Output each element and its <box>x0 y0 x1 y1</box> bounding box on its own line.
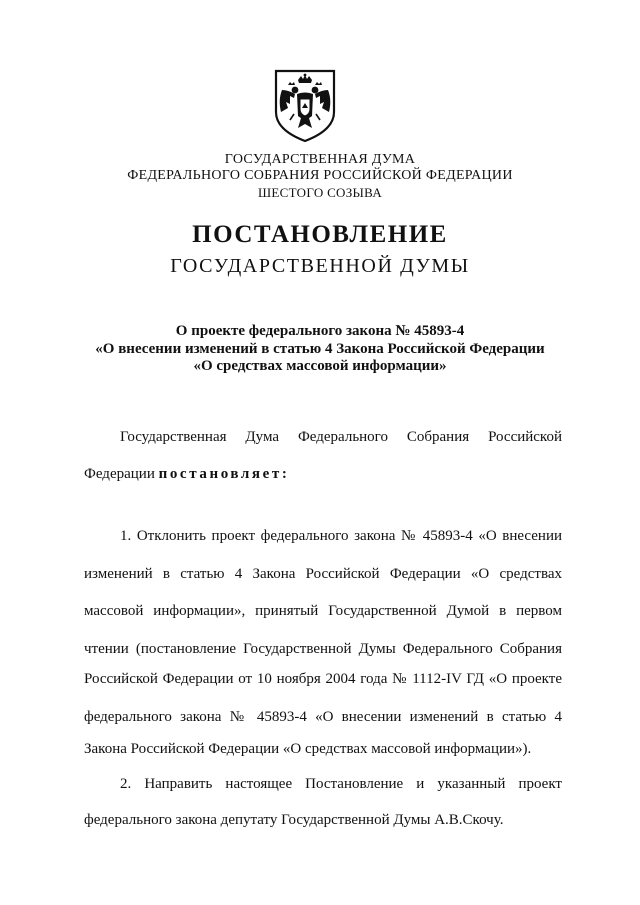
intro-line-1: Государственная Дума Федерального Собрания Российской <box>120 429 562 445</box>
org-name-line-2: ФЕДЕРАЛЬНОГО СОБРАНИЯ РОССИЙСКОЙ ФЕДЕРАЦИИ <box>127 168 513 183</box>
convocation-line: ШЕСТОГО СОЗЫВА <box>257 185 383 200</box>
item-1-line: чтении (постановление Государственной Думы Федерального Собрания <box>84 641 562 657</box>
item-1-line: изменений в статью 4 Закона Российской Федерации «О средствах <box>84 566 562 582</box>
item-2-line: федерального закона депутату Государственной Думы А.В.Скочу. <box>84 812 504 828</box>
document-type-title: ПОСТАНОВЛЕНИЕ <box>192 221 448 248</box>
intro-line-2 <box>84 465 562 483</box>
org-name-line-1: ГОСУДАРСТВЕННАЯ ДУМА <box>224 152 416 167</box>
document-type-subtitle: ГОСУДАРСТВЕННОЙ ДУМЫ <box>170 255 470 277</box>
item-1-line: массовой информации», принятый Государственной Думой в первом <box>84 603 562 619</box>
subject-line-3: «О средствах массовой информации» <box>193 358 447 374</box>
russian-coat-of-arms-icon <box>272 68 338 144</box>
subject-line-1: О проекте федерального закона № 45893-4 <box>175 323 465 339</box>
intro-prefix: Федерации <box>84 466 155 482</box>
item-1-line: федерального закона № 45893-4 «О внесении изменений в статью 4 <box>84 709 562 725</box>
item-2-line: 2. Направить настоящее Постановление и указанный проект <box>120 776 562 792</box>
decision-verb: постановляет: <box>158 466 290 482</box>
item-1-line: Закона Российской Федерации «О средствах массовой информации»). <box>84 741 532 757</box>
subject-line-2: «О внесении изменений в статью 4 Закона Российской Федерации <box>95 341 545 357</box>
item-1-line: Российской Федерации от 10 ноября 2004 года № 1112-IV ГД «О проекте <box>84 671 562 687</box>
item-1-line: 1. Отклонить проект федерального закона № 45893-4 «О внесении <box>120 528 562 544</box>
